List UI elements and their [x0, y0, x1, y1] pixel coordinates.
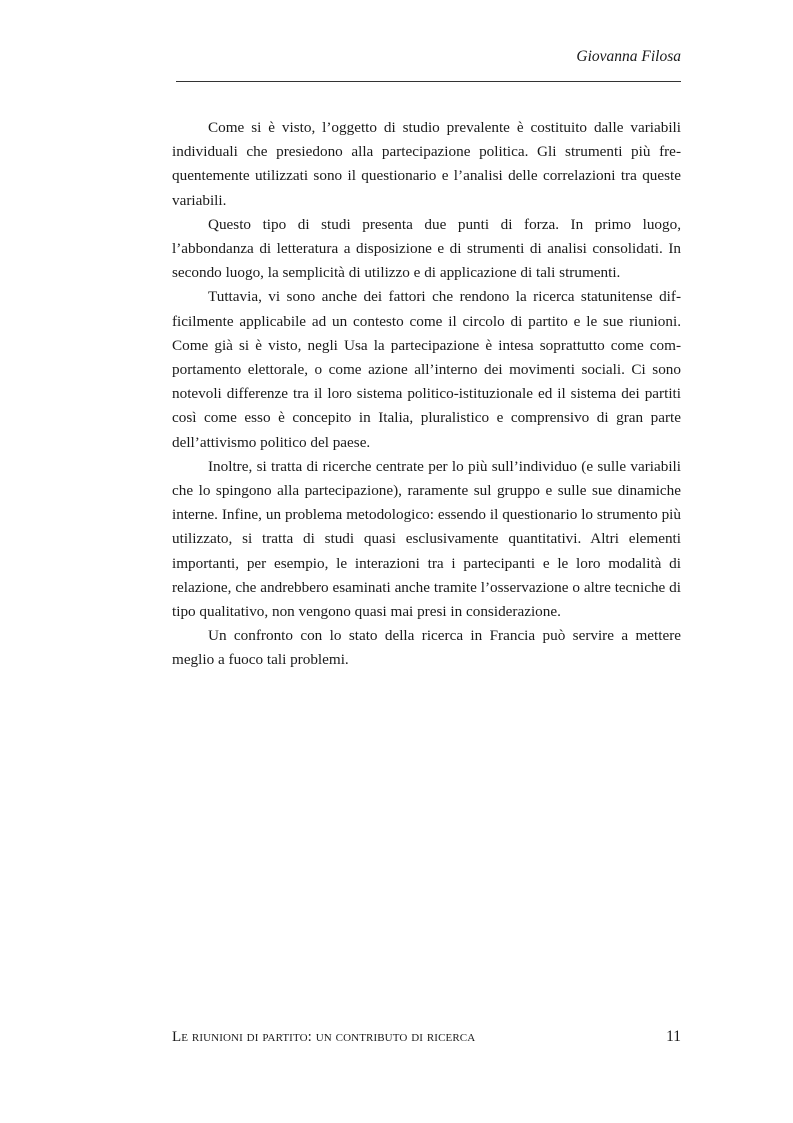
paragraph-3: Tuttavia, vi sono anche dei fattori che rendono la ricerca statunitense difficilmente applicabile ad un contesto come il circolo di partito e le sue riunioni. Come già si è visto, negli Usa la partecipazione è intesa soprattutto come comportamento elettorale, o come azione all’interno dei movimenti sociali. Ci sono notevoli differenze tra il loro sistema politico-istituzionale ed il sistema dei partiti così come esso è concepito in Italia, pluralistico e comprensivo di gran parte dell’attivismo politico del paese.	[172, 288, 681, 451]
running-footer-title: Le riunioni di partito: un contributo di ricerca	[172, 1029, 476, 1045]
paragraph-2: Questo tipo di studi presenta due punti di forza. In primo luogo, l’abbondanza di letteratura a disposizione e di strumenti di analisi consolidati. In secondo luogo, la semplicità di utilizzo e di applicazione di tali strumenti.	[172, 215, 681, 282]
paragraph-4: Inoltre, si tratta di ricerche centrate per lo più sull’individuo (e sulle variabili che lo spingono alla partecipazione), raramente sul gruppo e sulle sue dinamiche interne. Infine, un problema metodologico: essendo il questionario lo strumento più utilizzato, si tratta di studi quasi esclusivamente quantitativi. Altri elementi importanti, per esempio, le interazioni tra i partecipanti e le loro modalità di relazione, che andrebbero esaminati anche tramite l’osservazione o altre tecniche di tipo qualitativo, non vengono quasi mai presi in considerazione.	[172, 457, 681, 621]
running-header-author: Giovanna Filosa	[576, 48, 681, 65]
page-number: 11	[666, 1028, 681, 1045]
body-text	[172, 116, 681, 673]
paragraph-1: Come si è visto, l’oggetto di studio prevalente è costituito dalle variabili individuali che presiedono alla partecipazione politica. Gli strumenti più frequentemente utilizzati sono il questionario e l’analisi delle correlazioni tra queste variabili.	[172, 119, 681, 209]
paragraph-5: Un confronto con lo stato della ricerca in Francia può servire a mettere meglio a fuoco tali problemi.	[172, 627, 681, 669]
header-rule	[176, 81, 681, 82]
